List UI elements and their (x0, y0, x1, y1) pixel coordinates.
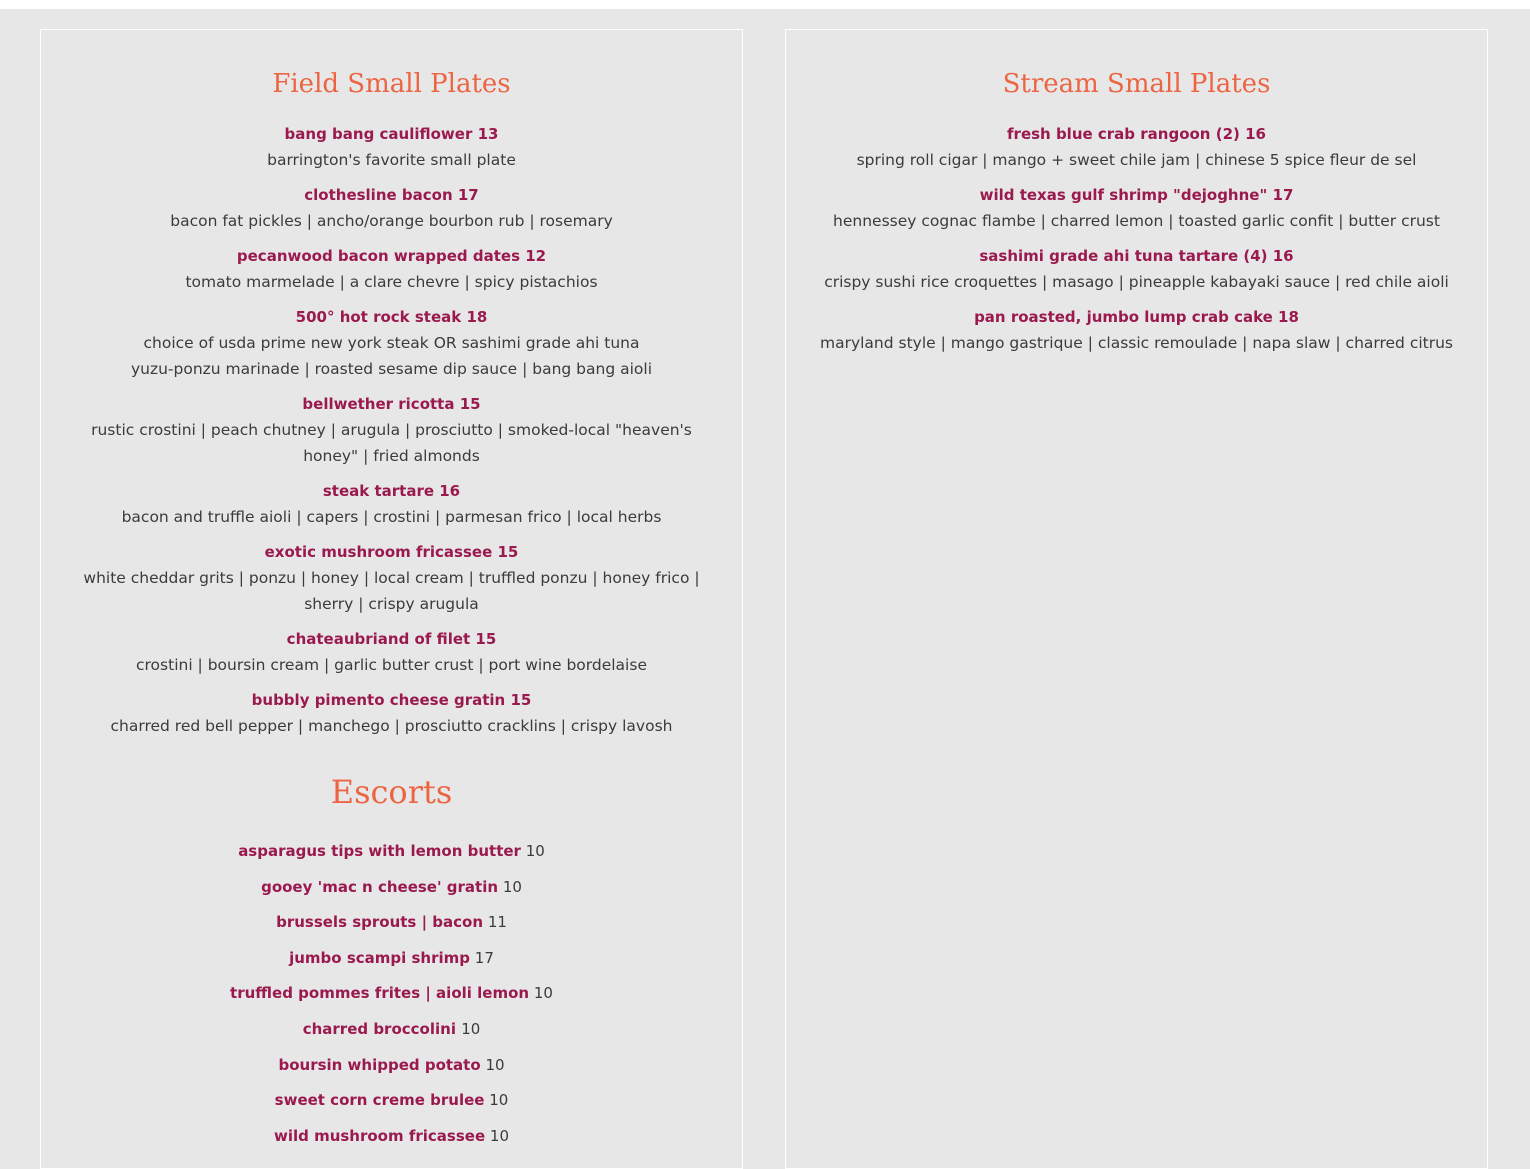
escorts-section-title: Escorts (330, 773, 453, 811)
escort-item-name: wild mushroom fricassee (273, 1126, 486, 1145)
stream-item-list (786, 121, 1487, 356)
menu-item (41, 539, 742, 617)
stream-menu-panel (785, 29, 1488, 1169)
menu-item-description: bacon fat pickles | ancho/orange bourbon rub | rosemary (170, 212, 613, 230)
menu-item-description: white cheddar grits | ponzu | honey | local cream | truffled ponzu | honey frico | sherry | crispy arugula (83, 569, 700, 613)
escort-item-price: 11 (487, 913, 507, 932)
menu-item (786, 243, 1487, 295)
menu-item (786, 182, 1487, 234)
escort-item-price: 10 (461, 1019, 481, 1038)
menu-item (41, 626, 742, 678)
menu-item-name: pan roasted, jumbo lump crab cake 18 (974, 308, 1299, 326)
menu-item-name: bellwether ricotta 15 (302, 395, 481, 413)
menu-item (41, 243, 742, 295)
menu-item-description: crispy sushi rice croquettes | masago | pineapple kabayaki sauce | red chile aioli (824, 273, 1449, 291)
menu-item-description: bacon and truffle aioli | capers | crostini | parmesan frico | local herbs (121, 508, 662, 526)
escort-item-price: 10 (489, 1126, 510, 1145)
menu-item (41, 478, 742, 530)
escort-item-name: brussels sprouts | bacon (276, 913, 484, 932)
menu-item-description: barrington's favorite small plate (267, 151, 516, 169)
escort-item (41, 1016, 742, 1042)
field-section-title: Field Small Plates (272, 69, 511, 99)
menu-item-name: pecanwood bacon wrapped dates 12 (236, 247, 547, 265)
menu-item (786, 121, 1487, 173)
menu-item-description: rustic crostini | peach chutney | arugula | prosciutto | smoked-local "heaven's honey" | fried almonds (91, 421, 692, 465)
escort-item (41, 909, 742, 935)
menu-item (41, 182, 742, 234)
escort-item-price: 17 (474, 948, 494, 967)
escort-item-name: sweet corn creme brulee (274, 1091, 485, 1110)
escort-item-name: charred broccolini (302, 1019, 462, 1038)
menu-item-name: wild texas gulf shrimp "dejoghne" 17 (979, 186, 1294, 204)
menu-item (41, 304, 742, 382)
menu-item-name: clothesline bacon 17 (304, 186, 479, 204)
menu-item-name: steak tartare 16 (322, 482, 461, 500)
menu-item-name: chateaubriand of filet 15 (286, 630, 497, 648)
escort-item (41, 945, 742, 971)
escort-item-price: 10 (489, 1091, 509, 1110)
escorts-item-list (41, 838, 742, 1149)
menu-item-description: hennessey cognac flambe | charred lemon | toasted garlic confit | butter crust (833, 212, 1440, 230)
escort-item (41, 838, 742, 864)
menu-item (786, 304, 1487, 356)
escort-item (41, 1123, 742, 1149)
escort-item-price: 10 (502, 877, 522, 896)
menu-item-name: exotic mushroom fricassee 15 (264, 543, 519, 561)
stream-section-title: Stream Small Plates (1002, 69, 1271, 99)
menu-item-description: choice of usda prime new york steak OR sashimi grade ahi tuna (143, 334, 640, 352)
field-item-list (41, 121, 742, 739)
menu-item-description: spring roll cigar | mango + sweet chile jam | chinese 5 spice fleur de sel (856, 151, 1417, 169)
menu-item (41, 391, 742, 469)
menu-item-description: charred red bell pepper | manchego | prosciutto cracklins | crispy lavosh (110, 717, 673, 735)
menu-item-description: crostini | boursin cream | garlic butter crust | port wine bordelaise (136, 656, 647, 674)
escort-item-name: truffled pommes frites | aioli lemon (230, 984, 530, 1003)
menu-item-name: sashimi grade ahi tuna tartare (4) 16 (979, 247, 1294, 265)
top-bar (0, 0, 1530, 9)
menu-item-description: maryland style | mango gastrique | classic remoulade | napa slaw | charred citrus (819, 334, 1454, 352)
menu-item-description: yuzu-ponzu marinade | roasted sesame dip sauce | bang bang aioli (130, 360, 653, 378)
field-menu-panel (40, 29, 743, 1169)
escort-item-name: boursin whipped potato (278, 1055, 481, 1074)
escort-item-name: asparagus tips with lemon butter (238, 842, 521, 860)
escort-item (41, 980, 742, 1006)
escort-item-name: jumbo scampi shrimp (289, 948, 471, 967)
menu-item-description: tomato marmelade | a clare chevre | spicy pistachios (185, 273, 598, 291)
escort-item (41, 1052, 742, 1078)
escort-item-name: gooey 'mac n cheese' gratin (261, 877, 499, 896)
menu-item-name: 500° hot rock steak 18 (295, 308, 488, 326)
menu-item-name: fresh blue crab rangoon (2) 16 (1007, 125, 1266, 143)
menu-item (41, 687, 742, 739)
escort-item-price: 10 (533, 984, 553, 1003)
escort-item (41, 874, 742, 900)
menu-item-name: bang bang cauliflower 13 (284, 125, 499, 143)
escort-item-price: 10 (525, 842, 545, 860)
escort-item-price: 10 (485, 1055, 505, 1074)
menu-item (41, 121, 742, 173)
menu-item-name: bubbly pimento cheese gratin 15 (251, 691, 532, 709)
escort-item (41, 1087, 742, 1113)
